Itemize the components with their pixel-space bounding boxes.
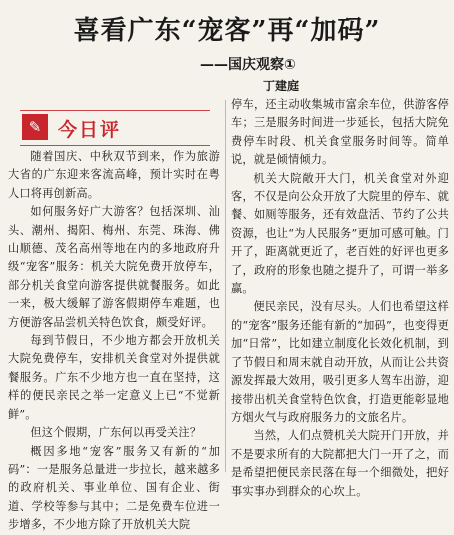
column-divider — [225, 100, 226, 472]
subtitle: ——国庆观察① — [200, 57, 296, 73]
paragraph: 如何服务好广大游客？包括深圳、汕头、潮州、揭阳、梅州、东莞、珠海、佛山顺德、茂名高州等地在内的多地政府升级“宠客”服务：机关大院免费开放停车，部分机关食堂向游客提供就餐服务。如此一来，极大缓解了游客假期停车难题，也方便游客品尝机关特色饮食，颇受好评。 — [8, 205, 220, 329]
paragraph: 停车，还主动收集城市富余车位，供游客停车；三是服务时间进一步延长，包括大院免费停车时段、机关食堂服务时间等。简单说，就是倾情倾力。 — [231, 98, 449, 167]
right-column-text — [231, 96, 449, 501]
paragraph: 概因多地“宠客”服务又有新的“加码”：一是服务总量进一步拉长，越来越多的政府机关、事业单位、国有企业、街道、学校等参与其中；二是免费车位进一步增多，不少地方除了开放机关大院 — [8, 444, 220, 532]
paragraph: 每到节假日，不少地方都会开放机关大院免费停车，安排机关食堂对外提供就餐服务。广东不少地方也一直在坚持，这样的便民亲民之举一定意义上已“不觉新鲜”。 — [8, 334, 220, 421]
paragraph: 便民亲民，没有尽头。人们也希望这样的“宠客”服务还能有新的“加码”，也变得更加“日常”，比如建立制度化长效化机制，到了节假日和周末就自动开放，从而让公共资源发挥最大效用，吸引更多人驾车出游，迎接带出机关食堂特色饮食，打造更能彰显地方烟火气与政府服务力的文旅名片。 — [231, 300, 449, 424]
paragraph: 当然，人们点赞机关大院开门开放，并不是要求所有的大院都把大门一开了之，而是希望把便民亲民落在每一个细微处，把好事实事办到群众的心坎上。 — [231, 429, 449, 498]
left-column-text — [8, 148, 220, 535]
paragraph: 机关大院敞开大门，机关食堂对外迎客，不仅是向公众开放了大院里的停车、就餐、如厕等服务，还有效盘活、节约了公共资源，也让“为人民服务”更加可感可触。门开了，距离就更近了，老百姓的好评也更多了，政府的形象也随之提升了，可谓一举多赢。 — [231, 171, 449, 296]
pen-icon: ✎ — [22, 114, 48, 140]
author-byline: 丁建庭 — [263, 79, 300, 93]
headline: 喜看广东“宠客”再“加码” — [73, 16, 381, 46]
paragraph: 但这个假期，广东何以再受关注？ — [30, 426, 202, 440]
paragraph: 随着国庆、中秋双节到来，作为旅游大省的广东迎来客流高峰，预计实时在粤人口将再创新高。 — [8, 150, 220, 200]
right-column — [231, 98, 449, 498]
left-column — [8, 100, 220, 532]
column-label: 今日评 — [58, 119, 122, 141]
